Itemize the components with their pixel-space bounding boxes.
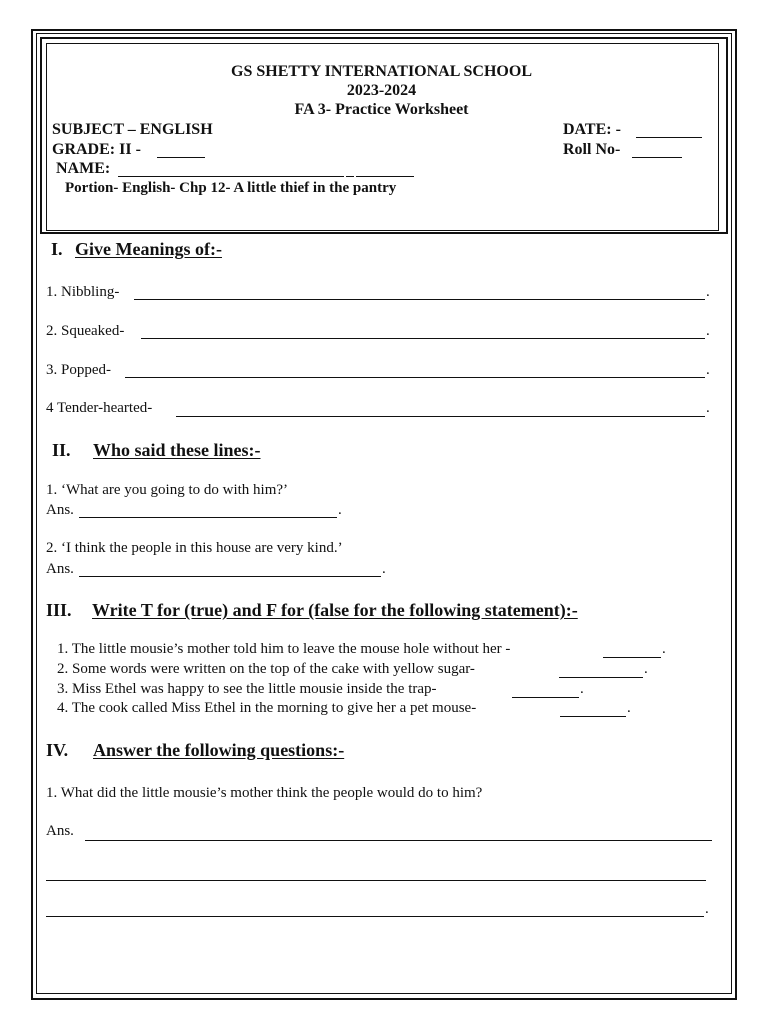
tf-item-2: 2. Some words were written on the top of the cake with yellow sugar-	[57, 661, 475, 677]
section1-number: I.	[51, 239, 63, 259]
section3-number: III.	[46, 600, 72, 620]
subject-label: SUBJECT – ENGLISH	[52, 121, 213, 138]
meaning-answer-line-2[interactable]	[141, 338, 705, 339]
meaning-answer-line-4[interactable]	[176, 416, 705, 417]
worksheet-title: FA 3- Practice Worksheet	[294, 101, 469, 118]
question-1-answer-line-1[interactable]	[85, 840, 712, 841]
meaning-line-end-4: .	[706, 400, 710, 416]
quote-2-line-end: .	[382, 561, 386, 577]
name-field-extra[interactable]	[356, 176, 414, 177]
meaning-item-1: 1. Nibbling-	[46, 284, 120, 300]
quote-2: 2. ‘I think the people in this house are very kind.’	[46, 540, 343, 556]
section4-title: Answer the following questions:-	[93, 740, 345, 760]
tf-answer-line-1[interactable]	[603, 657, 661, 658]
question-1: 1. What did the little mousie’s mother think the people would do to him?	[46, 785, 483, 801]
meaning-line-end-1: .	[706, 284, 710, 300]
section3-title: Write T for (true) and F for (false for the following statement):-	[92, 600, 578, 620]
quote-2-ans-label: Ans.	[46, 561, 74, 577]
quote-1-answer-line[interactable]	[79, 517, 337, 518]
roll-label: Roll No-	[563, 141, 621, 158]
quote-1-line-end: .	[338, 502, 342, 518]
portion-text: Portion- English- Chp 12- A little thief in the pantry	[65, 180, 397, 196]
name-field[interactable]	[118, 176, 344, 177]
question-1-line-end: .	[705, 901, 709, 917]
name-label: NAME:	[56, 160, 111, 177]
question-1-ans-label: Ans.	[46, 823, 74, 839]
tf-item-3: 3. Miss Ethel was happy to see the little mousie inside the trap-	[57, 681, 437, 697]
school-name: GS SHETTY INTERNATIONAL SCHOOL	[231, 63, 532, 80]
tf-answer-line-4[interactable]	[560, 716, 626, 717]
meaning-item-3: 3. Popped-	[46, 362, 111, 378]
grade-field[interactable]	[157, 157, 205, 158]
tf-line-end-4: .	[627, 700, 631, 716]
meaning-answer-line-1[interactable]	[134, 299, 705, 300]
meaning-line-end-3: .	[706, 362, 710, 378]
tf-item-1: 1. The little mousie’s mother told him to leave the mouse hole without her -	[57, 641, 511, 657]
grade-label: GRADE: II -	[52, 141, 141, 158]
tf-answer-line-3[interactable]	[512, 697, 579, 698]
meaning-item-4: 4 Tender-hearted-	[46, 400, 153, 416]
tf-line-end-3: .	[580, 681, 584, 697]
tf-line-end-2: .	[644, 661, 648, 677]
section2-title: Who said these lines:-	[93, 440, 261, 460]
question-1-answer-line-3[interactable]	[46, 916, 704, 917]
section1-title: Give Meanings of:-	[75, 239, 222, 259]
name-field-separator	[346, 176, 354, 177]
date-label: DATE: -	[563, 121, 621, 138]
roll-field[interactable]	[632, 157, 682, 158]
quote-2-answer-line[interactable]	[79, 576, 381, 577]
quote-1: 1. ‘What are you going to do with him?’	[46, 482, 289, 498]
section2-number: II.	[52, 440, 71, 460]
section4-number: IV.	[46, 740, 69, 760]
tf-answer-line-2[interactable]	[559, 677, 643, 678]
meaning-answer-line-3[interactable]	[125, 377, 705, 378]
quote-1-ans-label: Ans.	[46, 502, 74, 518]
meaning-item-2: 2. Squeaked-	[46, 323, 125, 339]
tf-item-4: 4. The cook called Miss Ethel in the morning to give her a pet mouse-	[57, 700, 477, 716]
meaning-line-end-2: .	[706, 323, 710, 339]
academic-year: 2023-2024	[346, 82, 417, 99]
tf-line-end-1: .	[662, 641, 666, 657]
question-1-answer-line-2[interactable]	[46, 880, 706, 881]
date-field[interactable]	[636, 137, 702, 138]
